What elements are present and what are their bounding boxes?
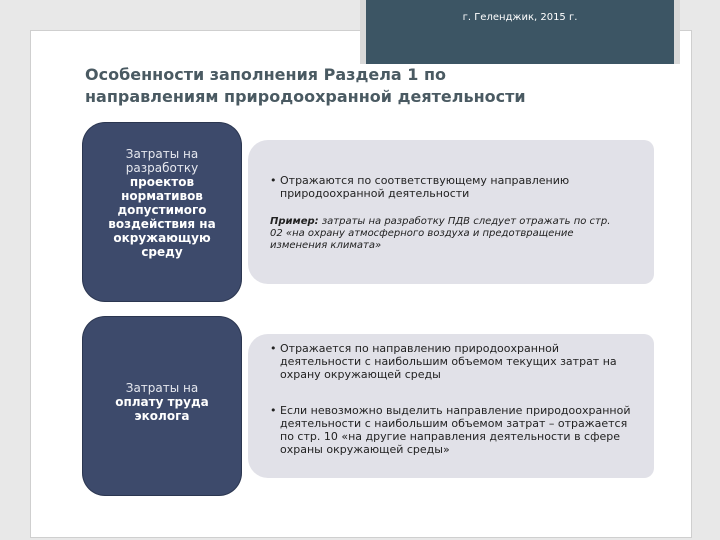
box2-line: оплату труда	[115, 395, 209, 409]
description-panel-2	[248, 334, 654, 478]
slide-title-line2: направлениям природоохранной деятельности	[85, 87, 526, 106]
example-label: Пример:	[270, 216, 319, 227]
example-text: затраты на разработку ПДВ следует отражать по стр. 02 «на охрану атмосферного воздуха и предотвращение изменения климата»	[270, 216, 611, 251]
box1-line: допустимого	[117, 203, 207, 217]
header-tab	[360, 0, 680, 64]
panel-2-bullet-1	[270, 342, 640, 381]
box1-line: окружающую	[113, 231, 211, 245]
box1-line: разработку	[125, 161, 199, 175]
panel-1-bullet-text: • Отражаются по соответствующему направлению природоохранной деятельности	[270, 174, 640, 200]
box2-line: Затраты на	[125, 381, 199, 395]
panel-2-bullet-text: • Если невозможно выделить направление природоохранной деятельности с наибольшим объемом затрат – отражается по стр. 10 «на другие направления деятельности в сфере охраны окружающей среды»	[270, 404, 640, 456]
panel-1-example	[270, 216, 624, 252]
panel-2-bullet-2	[270, 404, 640, 456]
header-location-date: г. Геленджик, 2015 г.	[462, 12, 578, 23]
box1-line: нормативов	[121, 189, 203, 203]
slide-title-line1: Особенности заполнения Раздела 1 по	[85, 65, 447, 84]
box1-line: среду	[141, 245, 183, 259]
box2-line: эколога	[134, 409, 190, 423]
panel-2-bullet-text: • Отражается по направлению природоохранной деятельности с наибольшим объемом текущих затрат на охрану окружающей среды	[270, 342, 640, 381]
category-box-2-text	[89, 381, 235, 423]
slide-title	[85, 64, 645, 108]
category-box-2	[83, 317, 241, 495]
box1-line: проектов	[129, 175, 195, 189]
box1-line: воздействия на	[108, 217, 216, 231]
category-box-1	[83, 123, 241, 301]
category-box-1-text	[89, 147, 235, 259]
box1-line: Затраты на	[125, 147, 199, 161]
description-panel-1	[248, 140, 654, 284]
panel-1-bullet-1	[270, 174, 640, 200]
